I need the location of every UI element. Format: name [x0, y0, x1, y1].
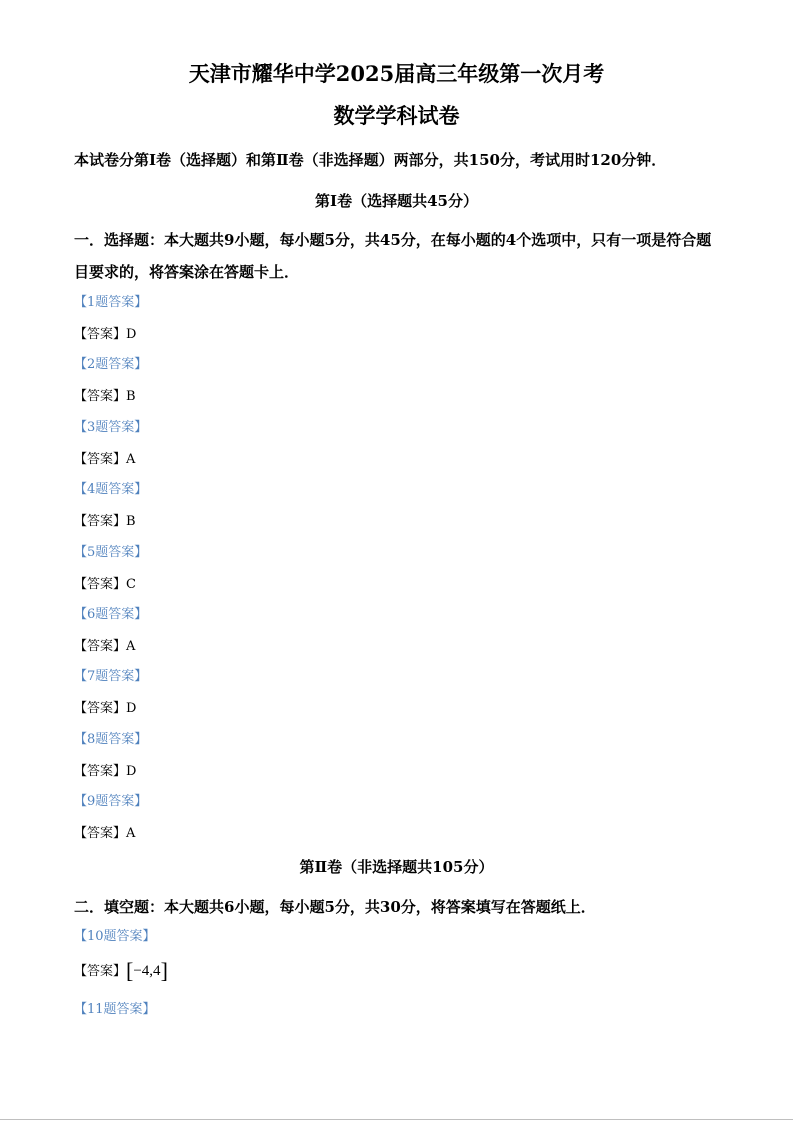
question-1-answer: 【答案】D [74, 327, 137, 342]
exam-subtitle: 数学学科试卷 [333, 103, 460, 128]
question-4-head: 【4题答案】 [74, 482, 148, 498]
question-10-head: 【10题答案】 [74, 929, 156, 944]
answer-label: 【答案】 [74, 964, 127, 979]
question-3-head: 【3题答案】 [74, 419, 148, 435]
question-11-head: 【11题答案】 [74, 1002, 156, 1017]
question-8-head: 【8题答案】 [74, 731, 148, 747]
interval-values: −4,4 [133, 963, 161, 979]
section2-instructions: 二．填空题：本大题共6小题，每小题5分，共30分，将答案填写在答题纸上． [74, 898, 596, 916]
question-8-answer: 【答案】D [74, 763, 137, 779]
question-4-answer: 【答案】B [74, 514, 136, 530]
question-5-head: 【5题答案】 [74, 544, 148, 560]
page-bottom-rule [0, 1119, 793, 1120]
question-2-head: 【2题答案】 [74, 357, 148, 373]
question-9-head: 【9题答案】 [74, 794, 148, 810]
part1-title: 第Ⅰ卷（选择题共45分） [315, 192, 478, 210]
exam-title: 天津市耀华中学2025届高三年级第一次月考 [188, 61, 605, 86]
question-5-answer: 【答案】C [74, 576, 136, 592]
question-7-head: 【7题答案】 [74, 669, 148, 685]
question-6-head: 【6题答案】 [74, 607, 148, 622]
question-7-answer: 【答案】D [74, 701, 137, 717]
answer-interval: [−4,4] [126, 958, 168, 983]
question-2-answer: 【答案】B [74, 389, 136, 405]
question-1-head: 【1题答案】 [74, 295, 148, 310]
question-6-answer: 【答案】A [74, 639, 136, 654]
question-9-answer: 【答案】A [74, 826, 136, 842]
exam-intro: 本试卷分第Ⅰ卷（选择题）和第Ⅱ卷（非选择题）两部分，共150分，考试用时120分钟． [74, 151, 667, 169]
section1-instructions: 一．选择题：本大题共9小题，每小题5分，共45分，在每小题的4个选项中，只有一项是符合题目要求的，将答案涂在答题卡上． [74, 231, 712, 281]
part2-title: 第Ⅱ卷（非选择题共105分） [299, 858, 494, 876]
question-10-answer [74, 958, 168, 983]
question-3-answer: 【答案】A [74, 451, 136, 467]
